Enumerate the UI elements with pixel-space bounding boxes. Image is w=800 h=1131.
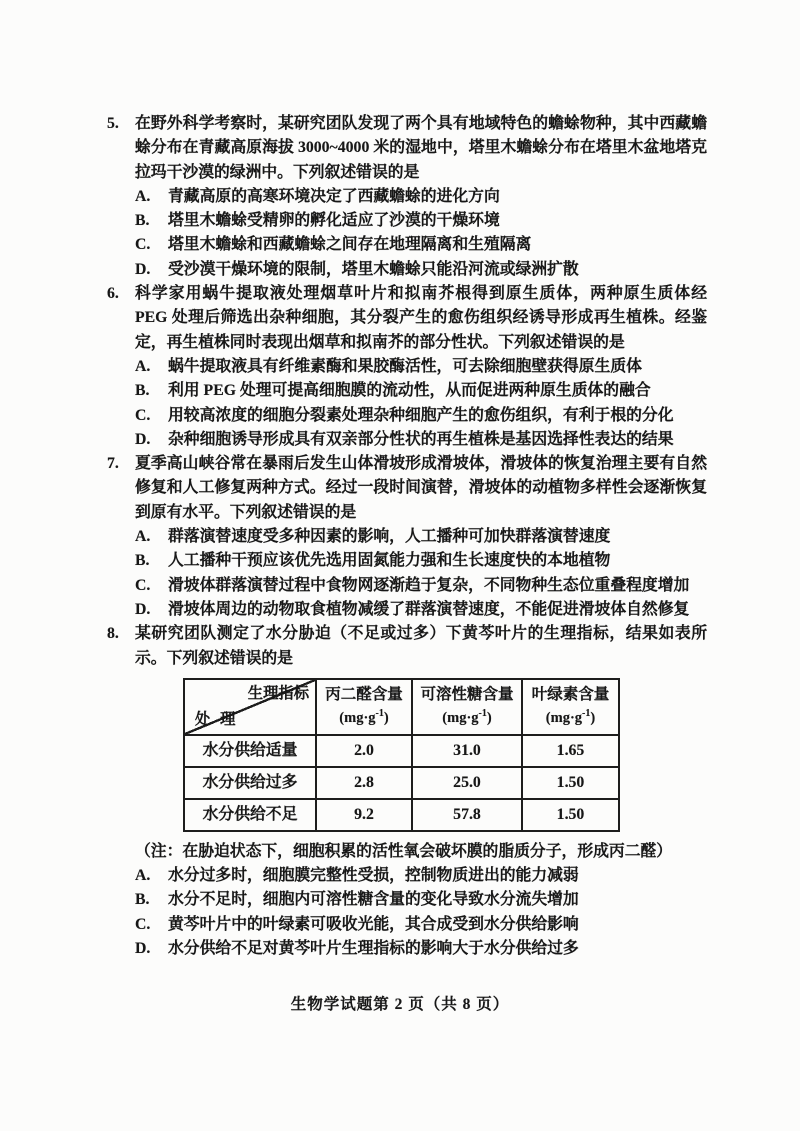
option-text: 青藏高原的高寒环境决定了西藏蟾蜍的进化方向	[168, 187, 500, 205]
option-text: 水分过多时，细胞膜完整性受损，控制物质进出的能力减弱	[168, 867, 579, 885]
option-text: 人工播种干预应该优先选用固氮能力强和生长速度快的本地植物	[168, 552, 611, 570]
table-header-cell	[412, 679, 522, 735]
option-label: B.	[135, 552, 150, 570]
value-cell: 31.0	[412, 735, 522, 767]
option-text: 蜗牛提取液具有纤维素酶和果胶酶活性，可去除细胞壁获得原生质体	[168, 357, 642, 375]
treatment-cell: 水分供给适量	[184, 735, 316, 767]
question-stem: 在野外科学考察时，某研究团队发现了两个具有地域特色的蟾蜍物种，其中西藏蟾蜍分布在青藏高原海拔 3000~4000 米的湿地中，塔里木蟾蜍分布在塔里木盆地塔克拉玛干沙漠的绿洲中。下列叙述错误的是	[135, 115, 707, 181]
option-label: C.	[135, 915, 151, 933]
option-text: 杂种细胞诱导形成具有双亲部分性状的再生植株是基因选择性表达的结果	[168, 430, 674, 448]
column-unit: $(mg\cdot g^{-1})$	[339, 708, 389, 727]
treatment-cell: 水分供给不足	[184, 799, 316, 831]
option-text: 用较高浓度的细胞分裂素处理杂种细胞产生的愈伤组织，有利于根的分化	[168, 406, 674, 424]
column-title: 丙二醛含量	[325, 686, 403, 704]
exam-content	[107, 112, 707, 961]
question-body	[135, 112, 707, 282]
table-header-cell	[522, 679, 619, 735]
column-title: 叶绿素含量	[531, 686, 610, 704]
option-row	[135, 598, 707, 622]
option-text: 水分供给不足对黄芩叶片生理指标的影响大于水分供给过多	[168, 940, 579, 958]
option-text: 受沙漠干燥环境的限制，塔里木蟾蜍只能沿河流或绿洲扩散	[168, 260, 579, 278]
question-7	[107, 452, 707, 622]
option-label: D.	[135, 600, 151, 618]
corner-label-treatment: 处 理	[195, 710, 239, 728]
option-row	[135, 525, 707, 549]
value-cell: 57.8	[412, 799, 522, 831]
question-stem: 科学家用蜗牛提取液处理烟草叶片和拟南芥根得到原生质体，两种原生质体经 PEG 处理后筛选出杂种细胞，其分裂产生的愈伤组织经诱导形成再生植株。经鉴定，再生植株同时表现出烟草和拟南芥的部分性状。下列叙述错误的是	[135, 285, 707, 351]
option-label: D.	[135, 260, 151, 278]
table-corner-cell	[184, 679, 316, 735]
question-stem: 夏季高山峡谷常在暴雨后发生山体滑坡形成滑坡体，滑坡体的恢复治理主要有自然修复和人工修复两种方式。经过一段时间演替，滑坡体的动植物多样性会逐渐恢复到原有水平。下列叙述错误的是	[135, 455, 707, 521]
option-label: A.	[135, 357, 151, 375]
option-row	[135, 209, 707, 233]
option-row	[135, 233, 707, 257]
option-text: 水分不足时，细胞内可溶性糖含量的变化导致水分流失增加	[168, 891, 579, 909]
value-cell: 25.0	[412, 767, 522, 799]
table-row	[184, 767, 619, 799]
option-row	[135, 379, 707, 403]
option-text: 群落演替速度受多种因素的影响，人工播种可加快群落演替速度	[168, 528, 611, 546]
table-note: （注：在胁迫状态下，细胞积累的活性氧会破坏膜的脂质分子，形成丙二醛）	[135, 842, 673, 860]
option-row	[135, 913, 707, 937]
value-cell: 9.2	[316, 799, 412, 831]
option-label: A.	[135, 528, 151, 546]
question-body	[135, 282, 707, 452]
column-title: 可溶性糖含量	[420, 686, 514, 704]
option-label: A.	[135, 187, 151, 205]
question-number: 8.	[107, 625, 119, 643]
option-row	[135, 574, 707, 598]
option-row	[135, 864, 707, 888]
value-cell: 1.50	[522, 799, 619, 831]
option-text: 黄芩叶片中的叶绿素可吸收光能，其合成受到水分供给影响	[168, 915, 579, 933]
option-row	[135, 428, 707, 452]
table-row	[184, 735, 619, 767]
option-text: 塔里木蟾蜍受精卵的孵化适应了沙漠的干燥环境	[168, 212, 500, 230]
option-row	[135, 185, 707, 209]
option-row	[135, 355, 707, 379]
page-footer: 生物学试题第 2 页（共 8 页）	[290, 996, 510, 1013]
option-label: C.	[135, 576, 151, 594]
question-number: 7.	[107, 455, 119, 473]
option-row	[135, 404, 707, 428]
question-number: 6.	[107, 285, 119, 303]
option-label: C.	[135, 236, 151, 254]
question-body	[135, 622, 707, 961]
value-cell: 1.50	[522, 767, 619, 799]
option-label: B.	[135, 891, 150, 909]
option-row	[135, 258, 707, 282]
column-unit: $(mg\cdot g^{-1})$	[442, 708, 492, 727]
option-text: 滑坡体群落演替过程中食物网逐渐趋于复杂，不同物种生态位重叠程度增加	[168, 576, 690, 594]
value-cell: 1.65	[522, 735, 619, 767]
question-5	[107, 112, 707, 282]
option-label: B.	[135, 212, 150, 230]
option-text: 利用 PEG 处理可提高细胞膜的流动性，从而促进两种原生质体的融合	[168, 382, 651, 400]
option-label: C.	[135, 406, 151, 424]
option-label: D.	[135, 430, 151, 448]
option-label: A.	[135, 867, 151, 885]
option-row	[135, 937, 707, 961]
table-header-row	[184, 679, 619, 735]
question-8	[107, 622, 707, 961]
column-unit: $(mg\cdot g^{-1})$	[545, 708, 596, 727]
corner-label-indicator: 生理指标	[247, 684, 309, 702]
question-stem: 某研究团队测定了水分胁迫（不足或过多）下黄芩叶片的生理指标，结果如表所示。下列叙述错误的是	[135, 625, 707, 667]
option-text: 塔里木蟾蜍和西藏蟾蜍之间存在地理隔离和生殖隔离	[168, 236, 532, 254]
question-body	[135, 452, 707, 622]
physiology-indicator-table	[183, 678, 620, 832]
table-row	[184, 799, 619, 831]
option-row	[135, 888, 707, 912]
option-label: B.	[135, 382, 150, 400]
value-cell: 2.0	[316, 735, 412, 767]
question-number: 5.	[107, 115, 119, 132]
table-header-cell	[316, 679, 412, 735]
option-label: D.	[135, 940, 151, 958]
treatment-cell: 水分供给过多	[184, 767, 316, 799]
question-6	[107, 282, 707, 452]
value-cell: 2.8	[316, 767, 412, 799]
option-row	[135, 549, 707, 573]
option-text: 滑坡体周边的动物取食植物减缓了群落演替速度，不能促进滑坡体自然修复	[168, 600, 690, 618]
